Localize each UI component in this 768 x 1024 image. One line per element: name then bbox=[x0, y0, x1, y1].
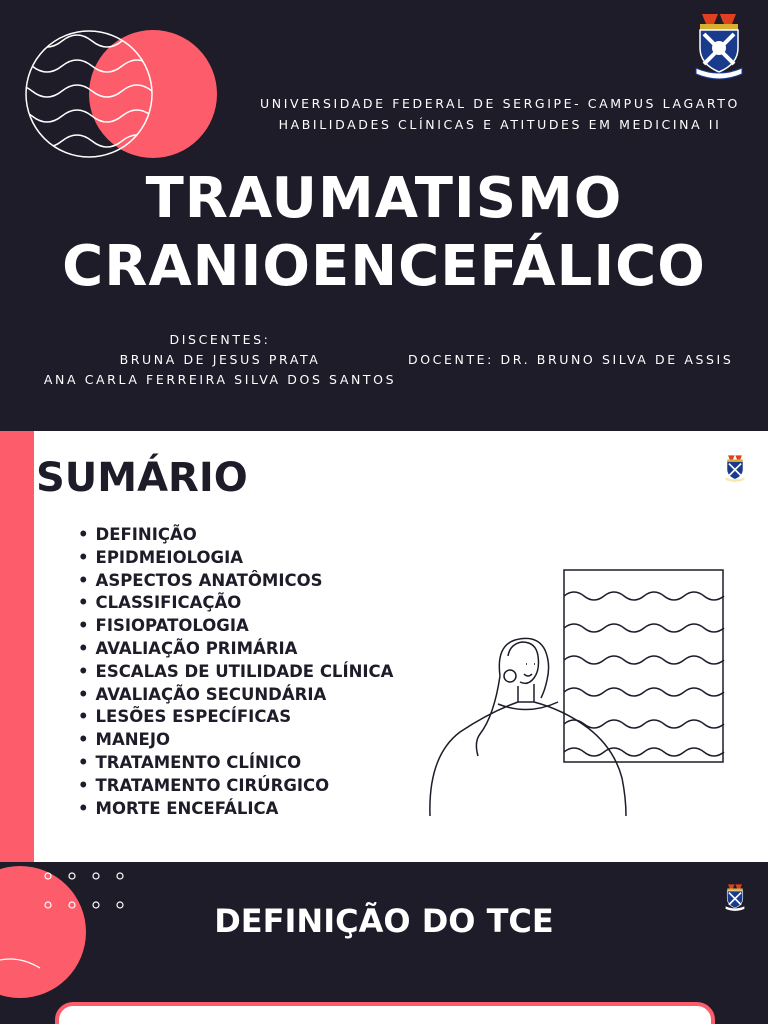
title-slide bbox=[0, 0, 768, 431]
student-2: ANA CARLA FERREIRA SILVA DOS SANTOS bbox=[43, 372, 397, 387]
content-card bbox=[55, 1002, 715, 1024]
list-item: • AVALIAÇÃO PRIMÁRIA bbox=[78, 638, 393, 661]
list-item: • ASPECTOS ANATÔMICOS bbox=[78, 570, 393, 593]
list-item: • CLASSIFICAÇÃO bbox=[78, 592, 393, 615]
title-line-1: TRAUMATISMO bbox=[145, 166, 623, 231]
list-item: • MANEJO bbox=[78, 729, 393, 752]
accent-bar bbox=[0, 431, 34, 862]
students-block bbox=[30, 330, 410, 390]
teacher-name: DOCENTE: DR. BRUNO SILVA DE ASSIS bbox=[408, 352, 734, 367]
list-item: • FISIOPATOLOGIA bbox=[78, 615, 393, 638]
students-label: DISCENTES: bbox=[169, 332, 271, 347]
list-item: • TRATAMENTO CIRÚRGICO bbox=[78, 775, 393, 798]
summary-title: SUMÁRIO bbox=[36, 455, 248, 501]
list-item: • TRATAMENTO CLÍNICO bbox=[78, 752, 393, 775]
definition-title: DEFINIÇÃO DO TCE bbox=[214, 902, 554, 940]
person-with-board-illustration bbox=[400, 566, 730, 826]
university-crest-icon bbox=[692, 10, 746, 80]
list-item: • MORTE ENCEFÁLICA bbox=[78, 798, 393, 821]
list-item: • AVALIAÇÃO SECUNDÁRIA bbox=[78, 684, 393, 707]
university-crest-icon bbox=[724, 453, 746, 483]
list-item: • ESCALAS DE UTILIDADE CLÍNICA bbox=[78, 661, 393, 684]
university-name: UNIVERSIDADE FEDERAL DE SERGIPE- CAMPUS LAGARTO bbox=[260, 96, 740, 111]
list-item: • EPIDMEIOLOGIA bbox=[78, 547, 393, 570]
list-item: • DEFINIÇÃO bbox=[78, 524, 393, 547]
definition-slide bbox=[0, 862, 768, 1024]
list-item: • LESÕES ESPECÍFICAS bbox=[78, 706, 393, 729]
summary-slide bbox=[0, 431, 768, 862]
course-name: HABILIDADES CLÍNICAS E ATITUDES EM MEDICINA II bbox=[278, 117, 722, 132]
summary-list bbox=[78, 524, 393, 820]
page-title bbox=[0, 165, 768, 301]
student-1: BRUNA DE JESUS PRATA bbox=[119, 352, 321, 367]
title-line-2: CRANIOENCEFÁLICO bbox=[62, 234, 706, 299]
circles-decoration bbox=[22, 26, 222, 166]
